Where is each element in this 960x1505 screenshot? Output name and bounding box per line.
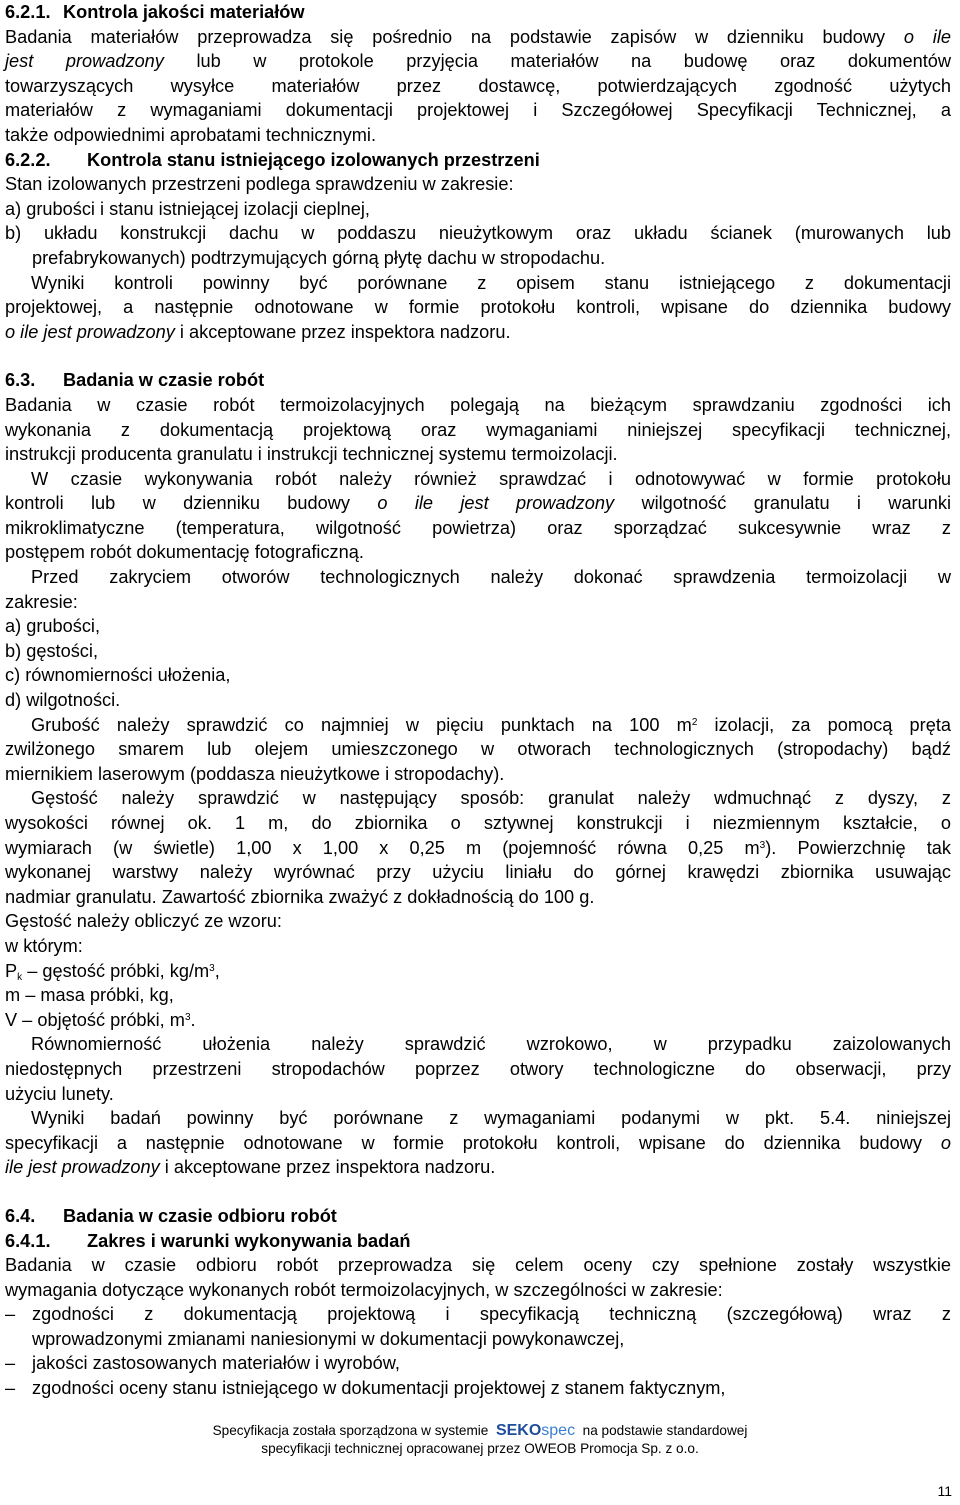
- paragraph-line: kontroli lub w dzienniku budowy o ile jest prowadzony wilgotność granulatu i warunki: [5, 493, 951, 514]
- list-item: c) równomierności ułożenia,: [5, 665, 231, 686]
- paragraph-line: jest prowadzony lub w protokole przyjęcia materiałów na budowę oraz dokumentów: [5, 51, 951, 72]
- paragraph-line: wykonania z dokumentacją projektową oraz wymaganiami niniejszej specyfikacji technicznej,: [5, 419, 951, 440]
- paragraph-line: W czasie wykonywania robót należy również sprawdzać i odnotowywać w formie protokołu: [31, 468, 951, 489]
- dash-list-item-continuation: wprowadzonymi zmianami naniesionymi w dokumentacji powykonawczej,: [32, 1328, 625, 1349]
- heading-6-2-1: [5, 0, 951, 25]
- footer-line-2: specyfikacji technicznej opracowanej przez OWEOB Promocja Sp. z o.o.: [261, 1441, 699, 1456]
- list-item: b) gęstości,: [5, 640, 98, 661]
- paragraph-line: specyfikacji a następnie odnotowane w formie protokołu kontroli, wpisane do dziennika budowy o: [5, 1132, 951, 1153]
- document-body: [5, 0, 951, 1401]
- section-number: 6.2.1.: [5, 2, 51, 22]
- page-footer: [0, 1422, 960, 1458]
- dash-list-item: – zgodności oceny stanu istniejącego w dokumentacji projektowej z stanem faktycznym,: [5, 1376, 951, 1401]
- paragraph-line: towarzyszących wysyłce materiałów przez dostawcę, potwierdzających zgodność użytych: [5, 75, 951, 96]
- dash-bullet: –: [5, 1378, 16, 1399]
- paragraph-line: Stan izolowanych przestrzeni podlega sprawdzeniu w zakresie:: [5, 174, 514, 195]
- paragraph-line: instrukcji producenta granulatu i instrukcji technicznej systemu termoizolacji.: [5, 444, 618, 465]
- sekospec-logo: SEKO: [495, 1422, 542, 1439]
- paragraph-line: wymagania dotyczące wykonanych robót termoizolacyjnych, w szczególności w zakresie:: [5, 1279, 723, 1300]
- list-item: b) układu konstrukcji dachu w poddaszu nieużytkowym oraz układu ścianek (murowanych lub: [5, 223, 951, 244]
- section-title: Kontrola stanu istniejącego izolowanych przestrzeni: [87, 149, 540, 170]
- paragraph-line: miernikiem laserowym (poddasza nieużytkowe i stropodachy).: [5, 763, 505, 784]
- dash-list-item: – zgodności z dokumentacją projektową i specyfikacją techniczną (szczegółową) wraz z: [5, 1302, 951, 1327]
- paragraph-line: Wyniki kontroli powinny być porównane z opisem stanu istniejącego z dokumentacji: [31, 272, 951, 293]
- paragraph-line: wysokości równej ok. 1 m, do zbiornika o sztywnej konstrukcji i niezmiennym kształcie, o: [5, 813, 951, 833]
- formula-legend-item: V – objętość próbki, $m^3$.: [5, 1009, 196, 1030]
- heading-6-4-1: [5, 1229, 951, 1254]
- footer-line-1: Specyfikacja została sporządzona w systemie SEKOspec na podstawie standardowej: [212, 1422, 748, 1439]
- section-title: Badania w czasie odbioru robót: [63, 1205, 337, 1226]
- heading-6-3: [5, 368, 951, 393]
- paragraph-line: Badania w czasie robót termoizolacyjnych polegają na bieżącym sprawdzaniu zgodności ich: [5, 394, 951, 415]
- paragraph-line: nadmiar granulatu. Zawartość zbiornika zważyć z dokładnością do 100 g.: [5, 886, 595, 907]
- dash-list-item: – jakości zastosowanych materiałów i wyrobów,: [5, 1351, 951, 1376]
- paragraph-line: Badania materiałów przeprowadza się pośrednio na podstawie zapisów w dzienniku budowy o ile: [5, 26, 951, 47]
- paragraph-line: Równomierność ułożenia należy sprawdzić wzrokowo, w przypadku zaizolowanych: [31, 1034, 951, 1055]
- formula-legend-item: $P_k$ – gęstość próbki, $kg/m^3$,: [5, 960, 220, 983]
- paragraph-line: materiałów z wymaganiami dokumentacji projektowej i Szczegółowej Specyfikacji Technicznej, a: [5, 100, 951, 121]
- formula-legend: w którym:: [5, 935, 83, 956]
- section-number: 6.3.: [5, 370, 36, 391]
- paragraph-line: Badania w czasie odbioru robót przeprowadza się celem oceny czy spełnione zostały wszystkie: [5, 1255, 951, 1276]
- paragraph-line: Grubość należy sprawdzić co najmniej w pięciu punktach na 100 $m^2$ izolacji, za pomocą pręta: [31, 714, 951, 735]
- paragraph-line: ile jest prowadzony i akceptowane przez inspektora nadzoru.: [5, 1157, 496, 1178]
- paragraph-line: Przed zakryciem otworów technologicznych należy dokonać sprawdzenia termoizolacji w: [31, 567, 951, 588]
- dash-bullet: –: [5, 1304, 16, 1325]
- section-number: 6.2.2.: [5, 149, 51, 170]
- dash-bullet: –: [5, 1353, 16, 1374]
- paragraph-line: także odpowiednimi aprobatami technicznymi.: [5, 124, 377, 145]
- heading-6-2-2: [5, 148, 951, 173]
- section-number: 6.4.: [5, 1205, 36, 1226]
- paragraph-line: wykonanej warstwy należy wyrównać przy użyciu liniału do górnej krawędzi zbiornika usuwając: [5, 862, 951, 883]
- paragraph-line: wymiarach (w świetle) 1,00 x 1,00 x 0,25 m (pojemność równa 0,25 $m^3$). Powierzchnię tak: [5, 837, 951, 858]
- paragraph-line: zwilżonego smarem lub olejem umieszczonego w otworach technologicznych (stropodachy) bądź: [5, 739, 951, 760]
- section-title: Zakres i warunki wykonywania badań: [87, 1230, 411, 1251]
- paragraph-line: o ile jest prowadzony i akceptowane przez inspektora nadzoru.: [5, 321, 511, 342]
- paragraph-line: projektowej, a następnie odnotowane w formie protokołu kontroli, wpisane do dziennika budowy: [5, 297, 951, 318]
- paragraph-line: użyciu lunety.: [5, 1083, 114, 1104]
- list-item: a) grubości,: [5, 616, 101, 637]
- section-title: Kontrola jakości materiałów: [63, 2, 305, 22]
- list-item: a) grubości i stanu istniejącej izolacji cieplnej,: [5, 198, 370, 219]
- paragraph-line: Gęstość należy sprawdzić w następujący sposób: granulat należy wdmuchnąć z dyszy, z: [31, 788, 951, 809]
- list-item-continuation: prefabrykowanych) podtrzymujących górną płytę dachu w stropodachu.: [32, 247, 606, 268]
- paragraph-line: mikroklimatyczne (temperatura, wilgotność powietrza) oraz sporządzać sukcesywnie wraz z: [5, 517, 951, 538]
- section-title: Badania w czasie robót: [63, 370, 265, 391]
- formula-legend-item: m – masa próbki, kg,: [5, 985, 174, 1006]
- section-number: 6.4.1.: [5, 1230, 51, 1251]
- list-item: d) wilgotności.: [5, 690, 121, 711]
- formula-intro: Gęstość należy obliczyć ze wzoru:: [5, 911, 282, 932]
- page-number: 11: [937, 1483, 952, 1499]
- paragraph-line: zakresie:: [5, 591, 78, 612]
- paragraph-line: postępem robót dokumentację fotograficzną.: [5, 542, 364, 563]
- paragraph-line: niedostępnych przestrzeni stropodachów poprzez otwory technologiczne do obserwacji, przy: [5, 1058, 951, 1079]
- heading-6-4: [5, 1204, 951, 1229]
- paragraph-line: Wyniki badań powinny być porównane z wymaganiami podanymi w pkt. 5.4. niniejszej: [31, 1108, 951, 1129]
